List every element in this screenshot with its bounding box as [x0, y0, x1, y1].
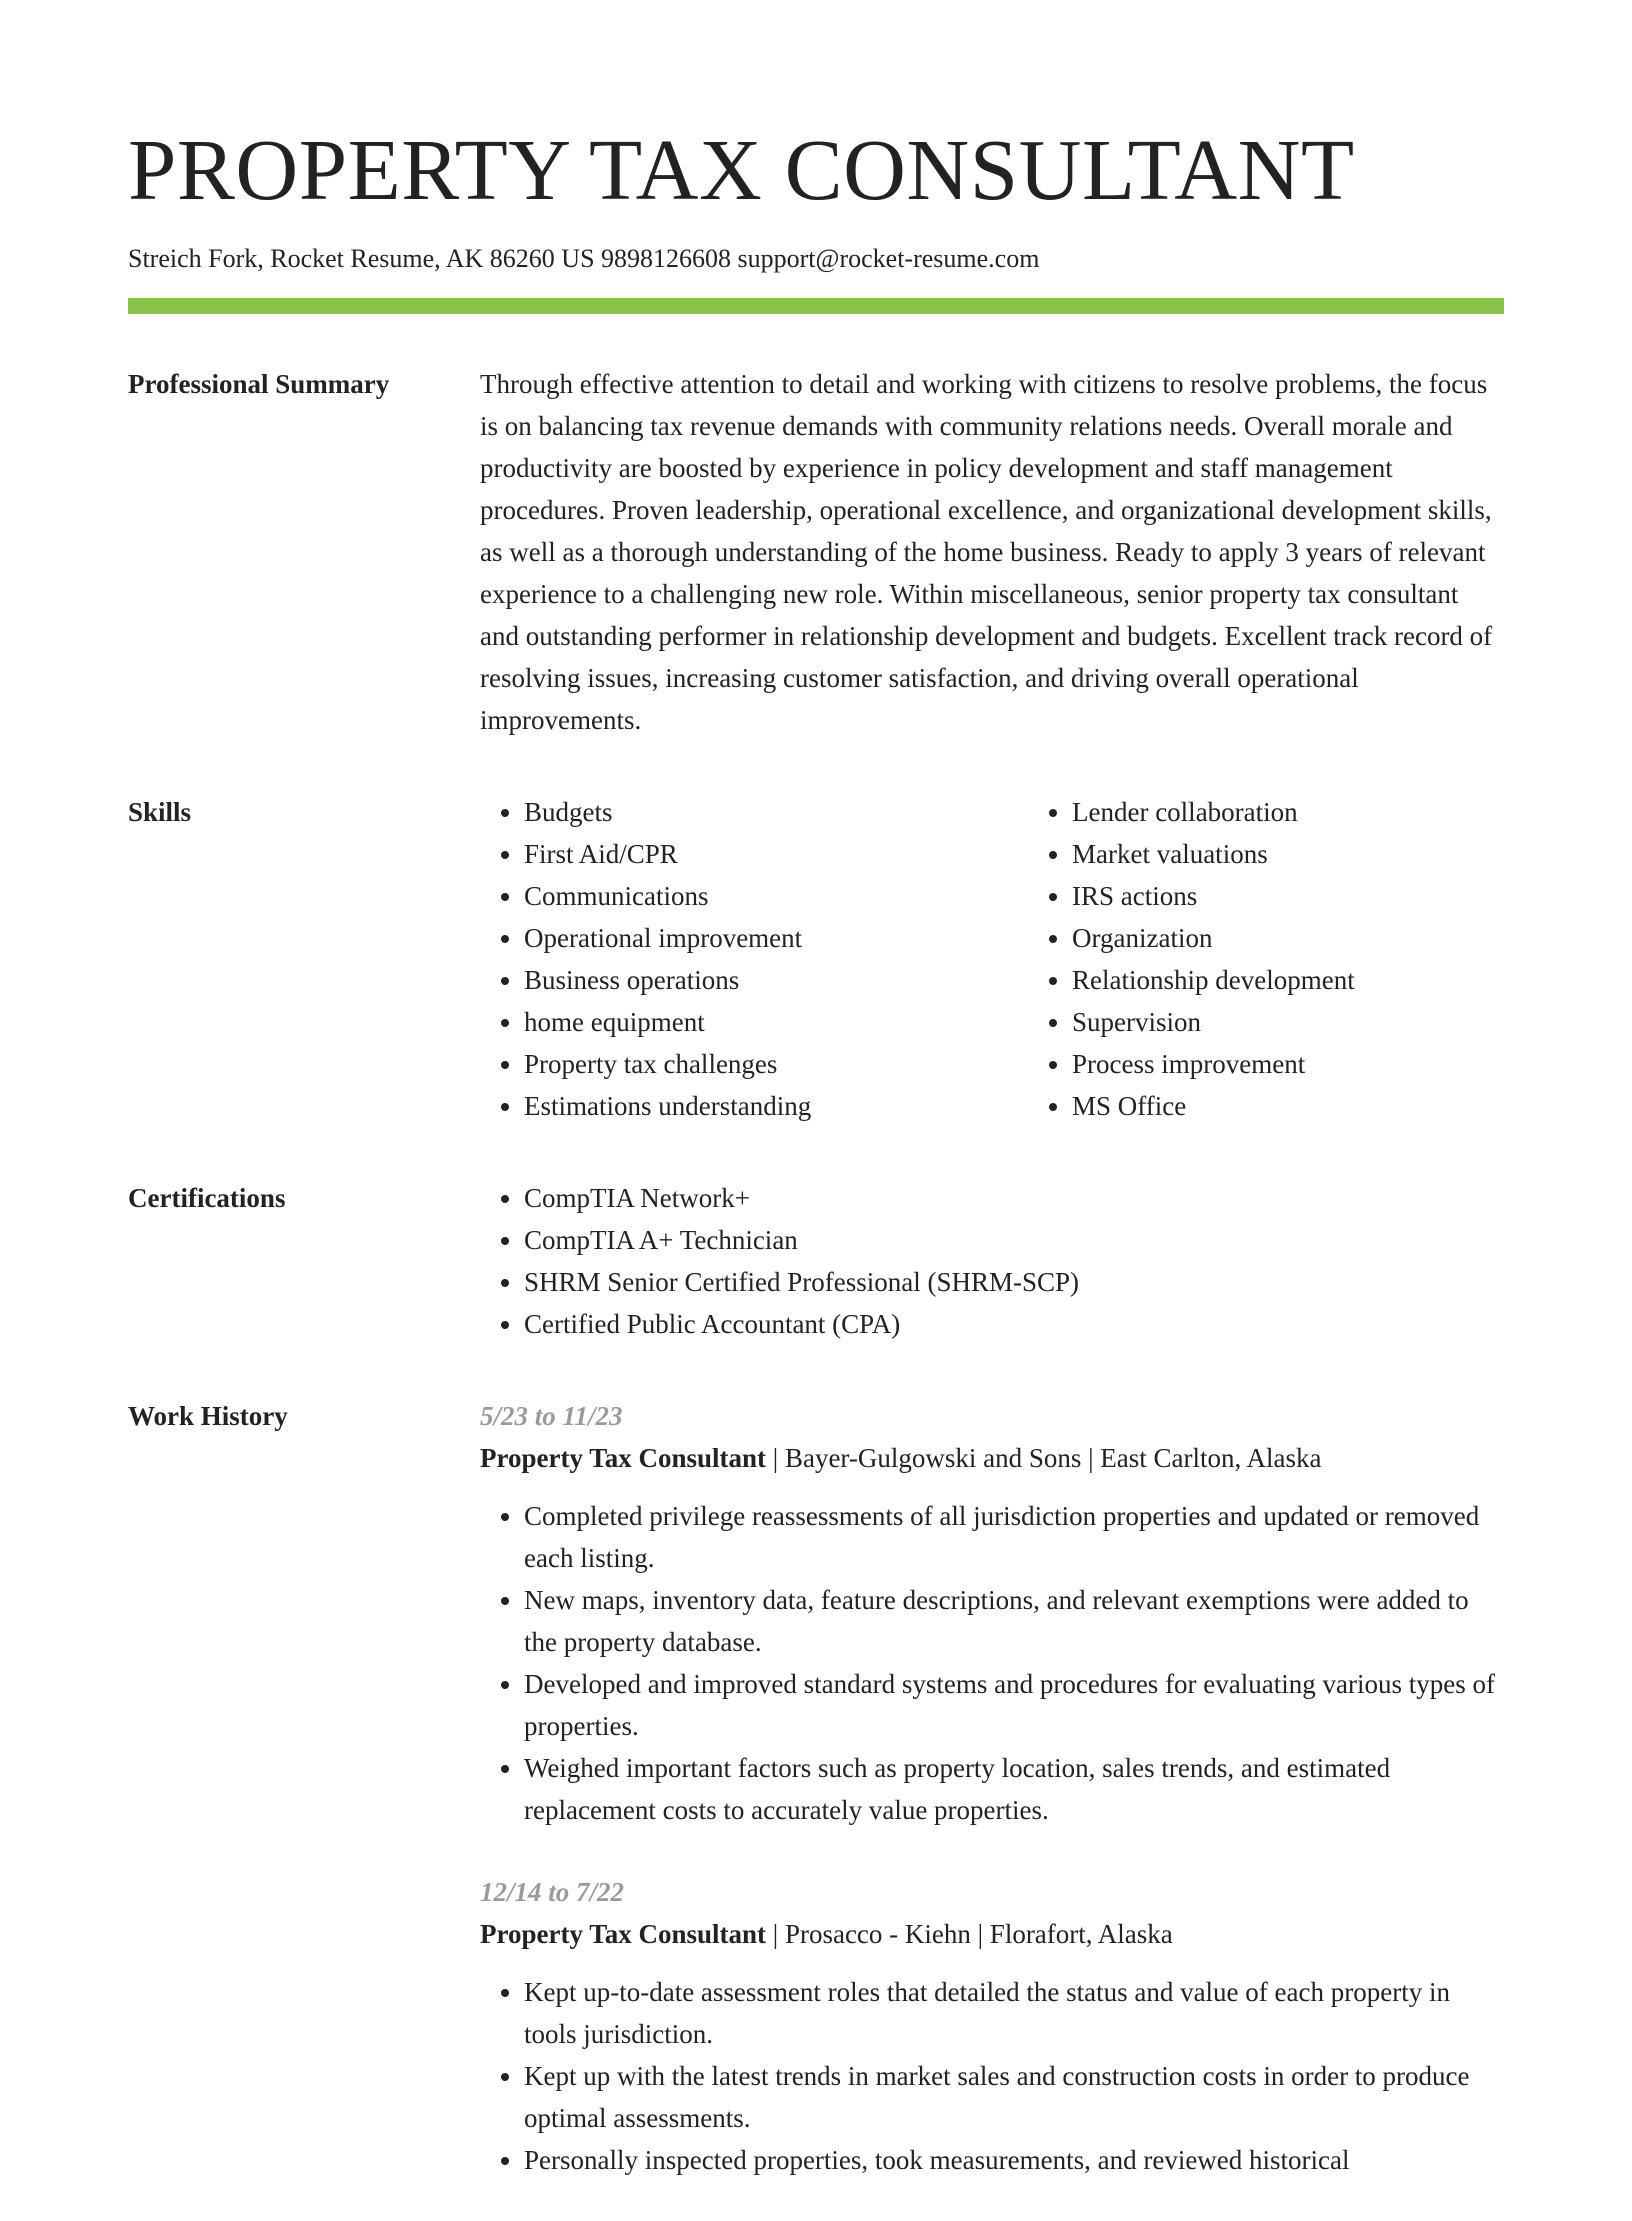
job-bullet: • Weighed important factors such as property location, sales trends, and estimated replacement costs to accurately value properties.	[524, 1747, 1504, 1831]
job-header	[480, 1913, 1504, 1955]
skills-heading: Skills	[128, 797, 192, 827]
skills-section	[128, 791, 1504, 1127]
skill-item: • First Aid/CPR	[524, 833, 1028, 875]
work-history-section	[128, 1395, 1504, 2221]
job-entry	[480, 1395, 1504, 1831]
skill-item: • Estimations understanding	[524, 1085, 1028, 1127]
skill-item: • Lender collaboration	[1072, 791, 1576, 833]
skill-item: • Business operations	[524, 959, 1028, 1001]
skill-item: • home equipment	[524, 1001, 1028, 1043]
certifications-section	[128, 1177, 1504, 1345]
certification-item: • CompTIA Network+	[524, 1177, 1504, 1219]
job-bullets	[480, 1971, 1504, 2181]
certifications-heading: Certifications	[128, 1183, 286, 1213]
job-bullets	[480, 1495, 1504, 1831]
job-bullet: • Kept up with the latest trends in market sales and construction costs in order to produce optimal assessments.	[524, 2055, 1504, 2139]
contact-email: support@rocket-resume.com	[737, 244, 1040, 273]
skill-item: • Process improvement	[1072, 1043, 1576, 1085]
skill-item: • Supervision	[1072, 1001, 1576, 1043]
job-bullet: • Completed privilege reassessments of all jurisdiction properties and updated or removed each listing.	[524, 1495, 1504, 1579]
summary-text: Through effective attention to detail and working with citizens to resolve problems, the focus is on balancing tax revenue demands with community relations needs. Overall morale and productivity are boosted by experience in policy development and staff management procedures. Proven leadership, operational excellence, and organizational development skills, as well as a thorough understanding of the home business. Ready to apply 3 years of relevant experience to a challenging new role. Within miscellaneous, senior property tax consultant and outstanding performer in relationship development and budgets. Excellent track record of resolving issues, increasing customer satisfaction, and driving overall operational improvements.	[480, 369, 1493, 735]
skills-list-left	[480, 791, 1028, 1127]
certification-item: • SHRM Senior Certified Professional (SHRM-SCP)	[524, 1261, 1504, 1303]
contact-address: Streich Fork, Rocket Resume, AK 86260 US	[128, 244, 595, 273]
job-header	[480, 1437, 1504, 1479]
contact-line	[128, 242, 1504, 276]
certifications-list	[480, 1177, 1504, 1345]
job-bullet: • Kept up-to-date assessment roles that detailed the status and value of each property in tools jurisdiction.	[524, 1971, 1504, 2055]
job-employer-location: | Prosacco - Kiehn | Florafort, Alaska	[766, 1919, 1173, 1949]
job-dates: 12/14 to 7/22	[480, 1877, 625, 1907]
skill-item: • Operational improvement	[524, 917, 1028, 959]
summary-section	[128, 363, 1504, 741]
certification-item: • CompTIA A+ Technician	[524, 1219, 1504, 1261]
skills-list-right	[1028, 791, 1576, 1127]
job-bullet: • New maps, inventory data, feature descriptions, and relevant exemptions were added to the property database.	[524, 1579, 1504, 1663]
job-title: Property Tax Consultant	[480, 1443, 767, 1473]
skill-item: • Property tax challenges	[524, 1043, 1028, 1085]
skill-item: • IRS actions	[1072, 875, 1576, 917]
job-bullet: • Personally inspected properties, took measurements, and reviewed historical	[524, 2139, 1504, 2181]
job-title: Property Tax Consultant	[480, 1919, 767, 1949]
job-employer-location: | Bayer-Gulgowski and Sons | East Carlton, Alaska	[766, 1443, 1322, 1473]
skill-item: • Market valuations	[1072, 833, 1576, 875]
summary-heading: Professional Summary	[128, 369, 390, 399]
work-history-heading: Work History	[128, 1401, 288, 1431]
resume-title: PROPERTY TAX CONSULTANT	[128, 121, 1355, 218]
job-bullet: • Developed and improved standard systems and procedures for evaluating various types of properties.	[524, 1663, 1504, 1747]
certification-item: • Certified Public Accountant (CPA)	[524, 1303, 1504, 1345]
accent-divider	[128, 298, 1504, 314]
contact-phone: 9898126608	[601, 244, 732, 273]
skill-item: • MS Office	[1072, 1085, 1576, 1127]
skill-item: • Communications	[524, 875, 1028, 917]
skill-item: • Organization	[1072, 917, 1576, 959]
skill-item: • Relationship development	[1072, 959, 1576, 1001]
skill-item: • Budgets	[524, 791, 1028, 833]
job-entry	[480, 1871, 1504, 2181]
job-dates: 5/23 to 11/23	[480, 1401, 623, 1431]
